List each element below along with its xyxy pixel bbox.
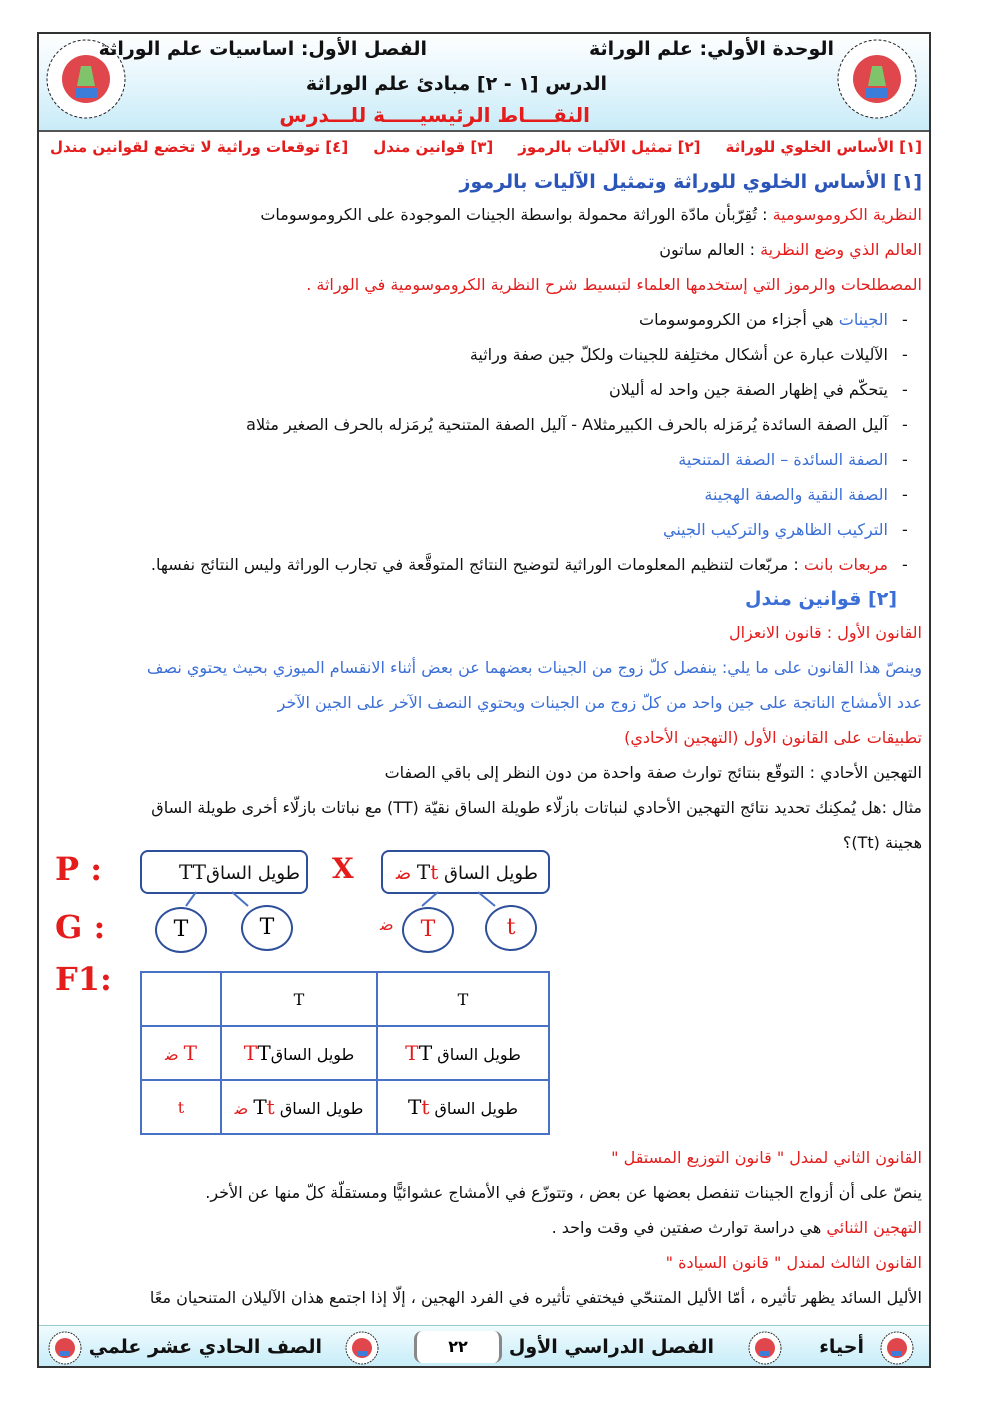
law2-title: القانون الثاني لمندل " قانون التوزيع المستقل " [611, 1148, 922, 1167]
law1-text-1: وينصّ هذا القانون على ما يلي: ينفصل كلّ زوج من الجينات بعضهما عن بعض أثناء الانقسام الميوزي بحيث يحتوي نصف [146, 658, 922, 677]
topic-2: [٢] تمثيل الآليات بالرموز [518, 138, 701, 156]
bullet-row [0, 485, 992, 509]
bullet-item: الصفة النقية والصفة الهجينة [704, 485, 888, 504]
example-line-2: هجينة (Tt)؟ [842, 833, 922, 852]
section-1-title: [١] الأساس الخلوي للوراثة وتمثيل الآليات بالرموز [459, 171, 922, 193]
hybrid-mark: ﺿ [380, 915, 394, 934]
footer-term: الفصل الدراسي الأول [508, 1336, 714, 1358]
topic-1: [١] الأساس الخلوي للوراثة [725, 138, 922, 156]
dihybrid-line: التهجين الثنائي هي دراسة توارث صفتين في وقت واحد . [551, 1218, 922, 1237]
lesson-title: الدرس [١ - ٢] مبادئ علم الوراثة [305, 73, 607, 95]
bullet-item: آليل الصفة السائدة يُرمَزله بالحرف الكبيرمثلاA - آليل الصفة المتنحية يُرمَزله بالحرف الصغير مثلاa [246, 415, 888, 434]
theory-line: النظرية الكروموسومية : تُقِرّبأن مادّة الوراثة محمولة بواسطة الجينات الموجودة على الكروموسومات [260, 205, 922, 224]
bullet-row [0, 345, 992, 369]
punnett-cell: طويل الساق TT [377, 1026, 549, 1080]
punnett-cell: طويل الساقTT [221, 1026, 377, 1080]
bullet-dash: - [902, 555, 908, 574]
law3-text: الأليل السائد يظهر تأثيره ، أمّا الأليل المتنحّي فيختفي تأثيره في الفرد الهجين ، إلّا إذا اجتمع هذان الآليلان المتنحيان معًا [149, 1288, 922, 1307]
scientist-line: العالم الذي وضع النظرية : العالم ساتون [659, 240, 922, 259]
law3-title: القانون الثالث لمندل " قانون السيادة " [665, 1253, 922, 1272]
gamete-circle: T [155, 907, 207, 953]
small-logo-icon [748, 1331, 782, 1365]
small-logo-icon [345, 1331, 379, 1365]
footer-subject: أحياء [819, 1336, 864, 1358]
page-number: ٢٢ [414, 1331, 502, 1363]
topic-4: [٤] توقعات وراثية لا تخضع لقوانين مندل [50, 138, 349, 156]
cross-sign: X [332, 852, 354, 885]
punnett-square [140, 971, 550, 1135]
punnett-col-header: T [377, 972, 549, 1026]
bullet-row [0, 380, 992, 404]
bullet-row [0, 520, 992, 544]
punnett-cell: طويل الساق Tt ﺿ [221, 1080, 377, 1134]
monohybrid-definition: التهجين الأحادي : التوقّع بنتائج توارث صفة واحدة من دون النظر إلى باقي الصفات [384, 763, 922, 782]
bullet-dash: - [902, 310, 908, 329]
applications-title: تطبيقات على القانون الأول (التهجين الأحادي) [624, 728, 922, 747]
terms-title: المصطلحات والرموز التي إستخدمها العلماء لتبسيط شرح النظرية الكروموسومية في الوراثة . [306, 275, 922, 294]
p-label: P : [55, 850, 103, 888]
gamete-circle: T [241, 905, 293, 951]
topic-3: [٣] قوانين مندل [373, 138, 494, 156]
parent-1-box: طويل الساقTT [140, 850, 308, 894]
gamete-circle: T [402, 907, 454, 953]
law2-text: ينصّ على أن أزواج الجينات تنفصل بعضها عن بعض ، وتتوزّع في الأمشاج عشوائيًّا ومستقلّة كلّ منها عن الأخر. [205, 1183, 922, 1202]
bullet-dash: - [902, 520, 908, 539]
bullet-dash: - [902, 450, 908, 469]
school-logo-icon [836, 38, 918, 120]
bullet-row [0, 310, 992, 334]
law1-text-2: عدد الأمشاج الناتجة على جين واحد من كلّ زوج من الجينات ويحتوي النصف الآخر على الجين الآخر [277, 693, 922, 712]
bullet-dash: - [902, 415, 908, 434]
main-points-title: النقــــاط الرئيسيـــــة للـــدرس [279, 103, 590, 127]
punnett-col-header: T [221, 972, 377, 1026]
example-line-1: مثال :هل يُمكِنك تحديد نتائج التهجين الأحادي لنباتات بازلّاء طويلة الساق نقيّة (TT) مع نباتات بازلّاء أخرى طويلة الساق [151, 798, 922, 817]
punnett-cell: طويل الساق Tt [377, 1080, 549, 1134]
bullet-item: الصفة السائدة – الصفة المتنحية [678, 450, 888, 469]
chapter-title: الفصل الأول: اساسيات علم الوراثة [98, 38, 427, 60]
gamete-circle: t [485, 905, 537, 951]
bullet-dash: - [902, 345, 908, 364]
footer-grade: الصف الحادي عشر علمي [88, 1336, 322, 1358]
parent-2-box: طويل الساق Tt ﺿ [381, 850, 550, 894]
bullet-row [0, 555, 992, 579]
bullet-item: التركيب الظاهري والتركيب الجيني [663, 520, 888, 539]
bullet-dash: - [902, 485, 908, 504]
g-label: G : [55, 908, 106, 946]
bullet-item: الجينات هي أجزاء من الكروموسومات [639, 310, 888, 329]
bullet-dash: - [902, 380, 908, 399]
small-logo-icon [48, 1331, 82, 1365]
punnett-row-header: T ﺿ [141, 1026, 221, 1080]
bullet-item: مربعات بانت : مربّعات لتنظيم المعلومات الوراثية لتوضيح النتائج المتوقَّعة في تجارب الوراثة وليس النتائج نفسها. [150, 555, 888, 574]
unit-title: الوحدة الأولي: علم الوراثة [588, 38, 834, 60]
f1-label: F1: [55, 960, 112, 998]
bullet-row [0, 450, 992, 474]
bullet-item: يتحكّم في إظهار الصفة جين واحد له أليلان [609, 380, 888, 399]
punnett-row-header: t [141, 1080, 221, 1134]
small-logo-icon [880, 1331, 914, 1365]
section-2-title: [٢] قوانين مندل [744, 588, 897, 610]
law1-title: القانون الأول : قانون الانعزال [728, 623, 922, 642]
topics-row [50, 138, 922, 156]
bullet-row [0, 415, 992, 439]
bullet-item: الآليلات عبارة عن أشكال مختلِفة للجينات ولكلّ جين صفة وراثية [469, 345, 888, 364]
